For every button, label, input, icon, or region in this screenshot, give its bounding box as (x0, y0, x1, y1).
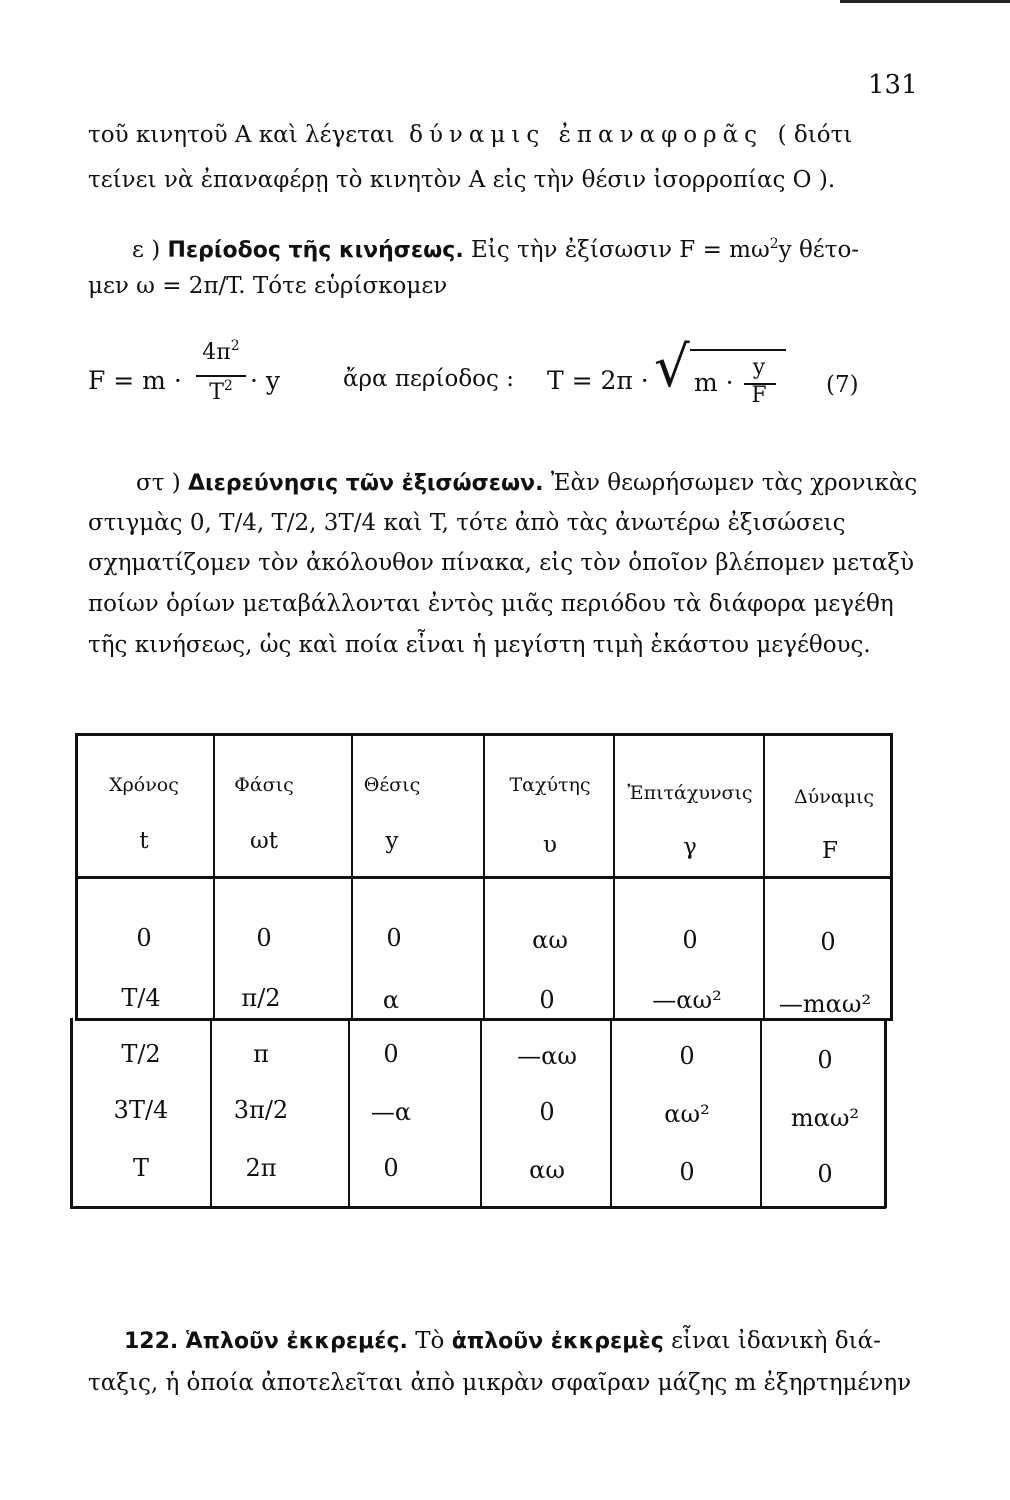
table-cell: 0 (386, 924, 402, 952)
symbol-upsilon: υ (543, 832, 557, 858)
table-cell: π (253, 1040, 269, 1068)
section-e-title: Περίοδος τῆς κινήσεως. (167, 238, 464, 263)
table-cell: αω (529, 1156, 565, 1184)
table-cell: 0 (817, 1160, 833, 1188)
section-st-label: στ ) (136, 470, 181, 496)
sqrt-overline (690, 349, 786, 351)
table-cell: mαω² (790, 1104, 860, 1132)
table-cell: T/2 (121, 1040, 161, 1068)
formula-den-sup: 2 (223, 378, 233, 394)
table-cell: T (132, 1154, 149, 1182)
section-e-line1 (132, 233, 859, 268)
section-st-line5: τῆς κινήσεως, ὡς καὶ ποία εἶναι ἡ μεγίστη τιμὴ ἑκάστου μεγέθους. (88, 632, 871, 658)
para1-text-a: τοῦ κινητοῦ Α καὶ λέγεται (88, 122, 395, 148)
table-cell: 0 (256, 924, 272, 952)
section-122-line2: ταξις, ἡ ὁποία ἀποτελεῖται ἀπὸ μικρὰν σφαῖραν μάζης m ἐξηρτημένην (88, 1370, 912, 1396)
table-right-border (884, 1018, 887, 1208)
table-cell: 0 (383, 1154, 399, 1182)
section-st-title: Διερεύνησις τῶν ἐξισώσεων. (188, 471, 544, 496)
para1-term: δύναμις ἐπαναφορᾶς (409, 122, 763, 148)
symbol-gamma: γ (683, 834, 697, 860)
formula-den: T (209, 380, 224, 405)
section-122-bold: ἁπλοῦν ἐκκρεμὲς (451, 1329, 664, 1354)
equation-number: (7) (826, 372, 859, 398)
section-122-text-b: εἶναι ἰδανικὴ διά- (671, 1328, 881, 1354)
section-122-line1 (124, 1324, 881, 1359)
section-st-line4: ποίων ὁρίων μεταβάλλονται ἐντὸς μιᾶς περιόδου τὰ διάφορα μεγέθη (88, 591, 894, 617)
table-cell: αω (532, 926, 568, 954)
para1-text-b: ( διότι (777, 122, 853, 148)
formula-lhs: F = m · (88, 366, 182, 395)
header-time: Χρόνος (109, 774, 179, 796)
section-st-line3: σχηματίζομεν τὸν ἀκόλουθον πίνακα, εἰς τὸν ὁποῖον βλέπομεν μεταξὺ (88, 550, 914, 576)
section-e-sup: 2 (769, 236, 779, 252)
formula-num: 4π (202, 340, 231, 365)
section-122-text-a: Τὸ (415, 1328, 445, 1354)
table-cell: 2π (245, 1154, 277, 1182)
table-cell: T/4 (121, 984, 161, 1012)
table-cell: —mαω² (778, 990, 872, 1018)
table-cell: —αω² (652, 986, 722, 1014)
section-st-text: Ἐὰν θεωρήσωμεν τὰς χρονικὰς (550, 470, 918, 496)
table-cell: 0 (679, 1158, 695, 1186)
table-cell: α (382, 986, 400, 1014)
header-force: Δύναμις (793, 786, 875, 808)
page-number: 131 (868, 70, 918, 100)
table-bottom-border (70, 1206, 886, 1209)
table-cell: 0 (383, 1040, 399, 1068)
header-phase: Φάσις (234, 774, 294, 796)
header-acceleration: Ἐπιτάχυνσις (627, 782, 753, 804)
top-edge-line (840, 0, 1010, 3)
section-e-label: ε ) (132, 237, 161, 263)
formula-root-num: y (752, 355, 766, 380)
section-122-number: 122. (124, 1329, 179, 1354)
section-e-end: y θέτο- (778, 237, 860, 263)
para1-line1 (88, 118, 852, 152)
table-cell: αω² (664, 1100, 710, 1128)
table-cell: 0 (820, 928, 836, 956)
table-cell: 0 (682, 926, 698, 954)
formula-ara: ἄρα περίοδος : (343, 366, 514, 392)
section-st-line1 (136, 466, 917, 501)
section-e-line2: μεν ω = 2π/T. Τότε εὑρίσκομεν (88, 273, 448, 299)
header-velocity: Ταχύτης (509, 774, 591, 796)
section-e-text: Εἰς τὴν ἐξίσωσιν F = mω (471, 237, 770, 263)
table-cell: 0 (679, 1042, 695, 1070)
para1-line2: τείνει νὰ ἐπαναφέρῃ τὸ κινητὸν Α εἰς τὴν θέσιν ἰσορροπίας Ο ). (88, 167, 836, 193)
formula-mult-y: · y (250, 366, 281, 395)
table-cell: π/2 (241, 984, 281, 1012)
table-cell: 0 (817, 1046, 833, 1074)
table-cell: 3π/2 (233, 1096, 289, 1124)
section-st-line2: στιγμὰς 0, T/4, T/2, 3T/4 καὶ T, τότε ἀπὸ τὰς ἀνωτέρω ἐξισώσεις (88, 510, 846, 536)
symbol-t: t (139, 828, 149, 854)
table-left-border (70, 1018, 73, 1208)
motion-table (75, 733, 893, 1021)
table-cell: 0 (539, 1098, 555, 1126)
formula-numerator (195, 340, 247, 365)
symbol-y: y (385, 828, 399, 854)
symbol-F: F (822, 838, 838, 864)
sqrt-icon: √ (654, 335, 690, 400)
formula-root-den: F (751, 383, 767, 408)
table-cell: —α (370, 1098, 412, 1126)
formula-denominator (198, 380, 244, 405)
table-cell: 0 (136, 924, 152, 952)
header-position: Θέσις (363, 774, 421, 796)
formula-num-sup: 2 (230, 338, 240, 354)
formula-period: T = 2π · (547, 366, 649, 395)
table-cell: 3T/4 (113, 1096, 169, 1124)
table-cell: —αω (517, 1042, 577, 1070)
table-col-divider (763, 736, 765, 1018)
section-122-title: Ἁπλοῦν ἐκκρεμές. (185, 1329, 408, 1354)
table-cell: 0 (539, 986, 555, 1014)
formula-fraction-bar (196, 375, 246, 377)
symbol-omega-t: ωt (250, 828, 278, 854)
formula-m: m · (694, 368, 734, 397)
